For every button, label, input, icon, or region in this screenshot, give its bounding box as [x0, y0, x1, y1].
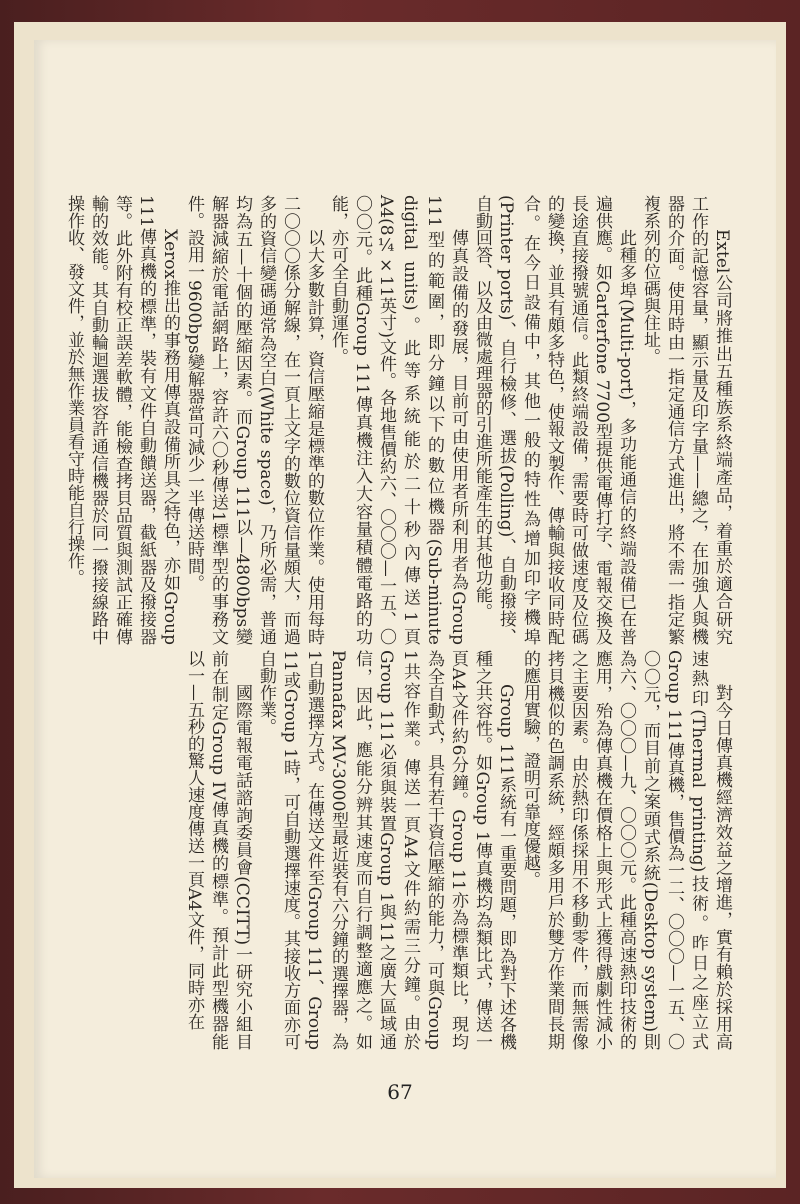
paragraph: 國際電報電話諮詢委員會(CCITT)一研究小組目前在制定Group IV傳真機的標準。預計此型機器能以一—五秒的驚人速度傳送一頁A4文件，同時亦在	[184, 650, 252, 1050]
paragraph: Xerox推出的事務用傳真設備所具之特色，亦如Group 111傳真機的標準，裝有文件自動饋送器，截紙器及撥接器等。此外附有校正誤差軟體，能檢查拷貝品質與測試正確傳輸的效能。其自動輪迴選拔容許通信機器於同一撥接線路中操作收、發文件，並於無作業員看守時能自行操作。	[64, 195, 180, 645]
upper-text-column	[64, 195, 734, 645]
page-number: 67	[387, 1080, 413, 1104]
paragraph: 此種多埠(Multi-port)，多功能通信的終端設備已在普遍供應。如Carterfone 7700型提供電傳打字、電報交換及長途直接撥號通信。此類終端設備，需要時可做速度及位碼的變換，並具有頗多特色，使報文製作、傳輸與接收同時配合。在今日設備中，其他一般的特性為增加印字機埠(Printer ports)、自行檢修、選拔(Polling)、自動撥接、自動回答、以及由微處理器的引進所能產生的其他功能。	[472, 195, 636, 645]
lower-text-column	[84, 650, 734, 1050]
paragraph: Group 111系統有一重要問題，即為對下述各機種之共容性。如Group 1傳真機均為類比式，傳送一頁A4文件約6分鐘。Group 11亦為標準類比，現均為全自動式，具有若干資信壓縮的能力，可與Group 1共容作業。傳送一頁A4文件約需三分鐘。由於Group 111必須與裝置Group 1與11之廣大區域通信，因此，應能分辨其速度而自行調整適應之。如Pannafax MV-3000型最近裝有六分鐘的選擇器，為1自動選擇方式。在傳送文件至Group 111、Group 11或Group 1時，可自動選擇速度。其接收方面亦可自動作業。	[256, 650, 516, 1050]
paragraph: 對今日傳真機經濟效益之增進，實有賴於採用高速熱印(Thermal printing)技術。昨日之座立式Group 111傳真機，售價為一二、〇〇〇—一五、〇〇〇元，而目前之案頭式系統(Desktop system)則為六、〇〇〇—九、〇〇〇元。此種高速熱印技術的應用，殆為傳真機在價格上與形式上獲得戲劇性減小之主要因素。由於熱印係採用不移動零件，而無需像拷貝機似的色調系統，經頗多用戶於雙方作業間長期的應用實驗，證明可靠度優越。	[520, 650, 732, 1050]
paragraph: Extel公司將推出五種族系終端產品，着重於適合研究工作的記憶容量，顯示量及印字量——總之，在加強人與機器的介面。使用時由一指定通信方式進出，將不需一指定繁複系列的位碼與住址。	[640, 195, 732, 645]
paragraph: 傳真設備的發展，目前可由使用者所利用者為Group 111型的範圍，即分鐘以下的數位機器(Sub-minute digital units)。此等系統能於二十秒內傳送1頁A4(8¼×11英寸)文件。各地售價約六、〇〇〇—一五、〇〇〇元。此種Group 111傳真機注入大容量積體電路的功能，亦可全自動運作。	[328, 195, 468, 645]
paragraph: 以大多數計算，資信壓縮是標準的數位作業。使用每時二〇〇〇係分解線，在一頁上文字的數位資信量頗大，而過多的資信變碼通常為空白(White space)，乃所必需，普通均為五—十個的壓縮因素。而Group 111以—4800bps變解器減縮於電話網路上，容許六〇秒傳送1標準型的事務文件。設用一9600bps變解器當可減少一半傳送時間。	[184, 195, 324, 645]
